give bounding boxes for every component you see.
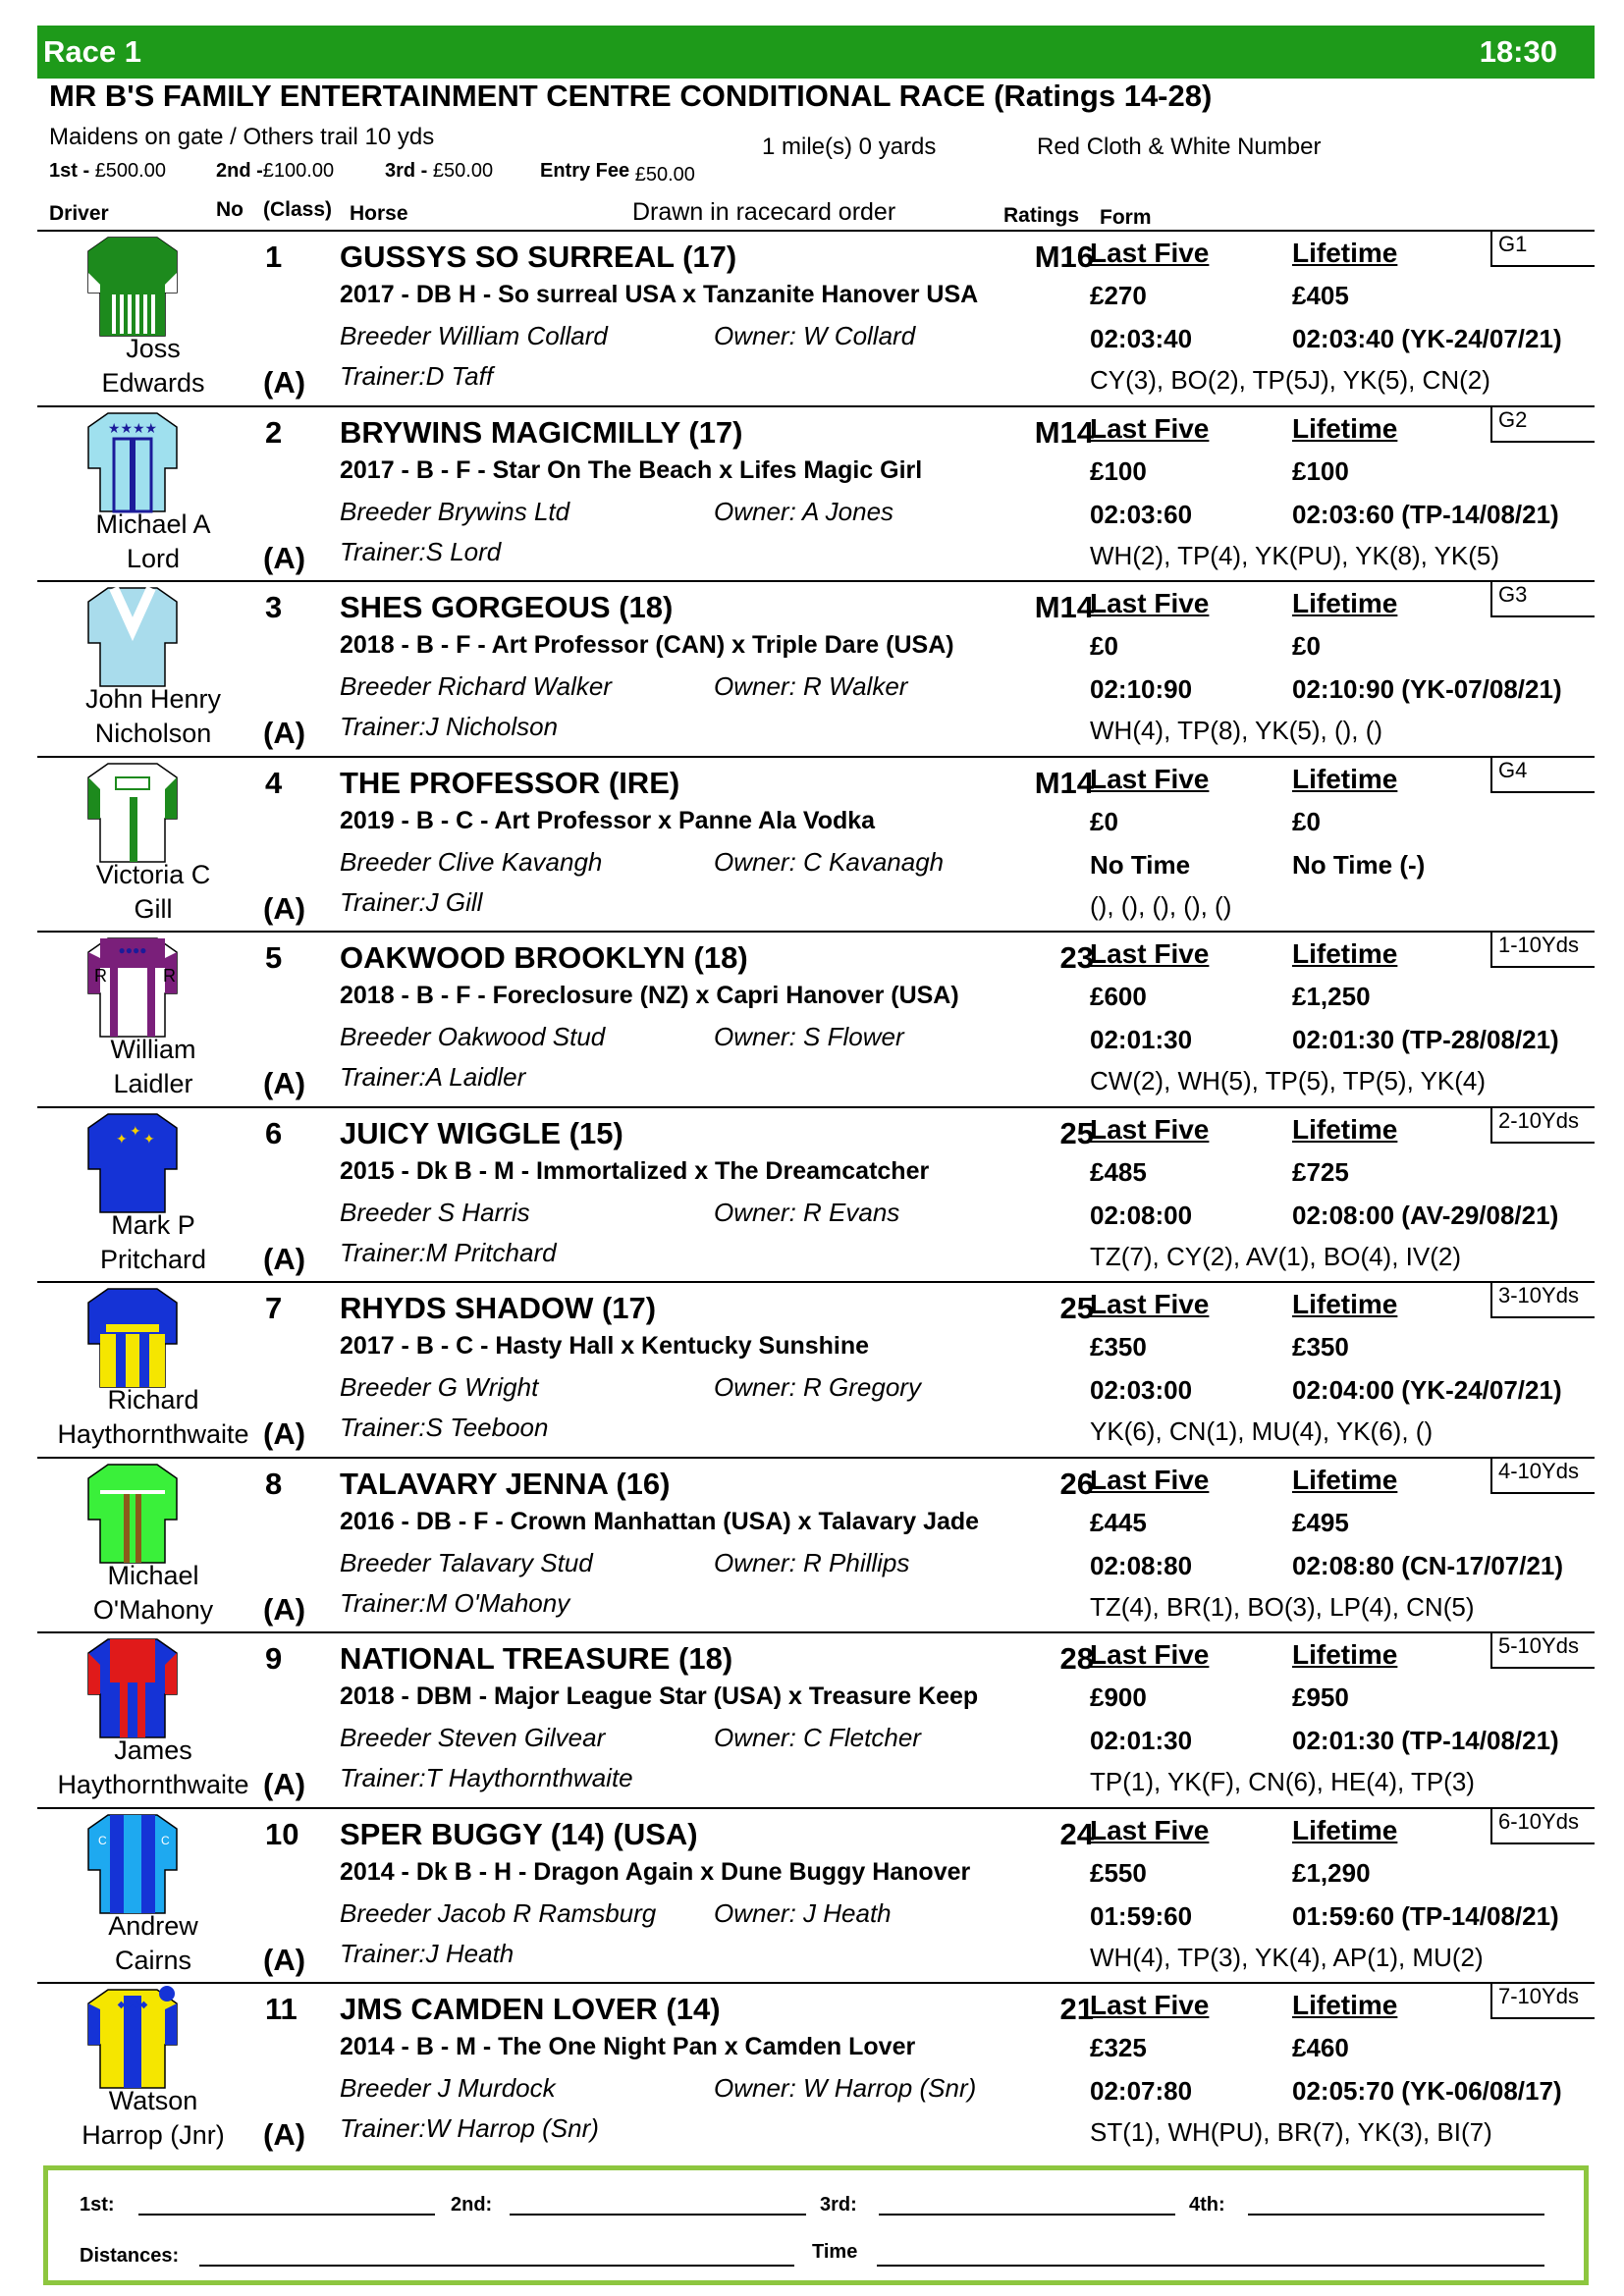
horse-owner: Owner: R Gregory (714, 1372, 921, 1402)
horse-name: OAKWOOD BROOKLYN (18) (340, 940, 748, 975)
result-time-label: Time (812, 2241, 858, 2263)
entry-number: 6 (265, 1115, 283, 1150)
lifetime-earnings: £0 (1292, 631, 1321, 661)
racing-silks-icon (86, 1635, 179, 1741)
lifetime-earnings: £100 (1292, 455, 1349, 486)
lifetime-earnings: £950 (1292, 1682, 1349, 1712)
lifetime-time: 02:01:30 (TP-14/08/21) (1292, 1726, 1559, 1755)
last-five-time: 02:03:40 (1090, 324, 1193, 353)
entry-class: (A) (263, 1942, 306, 1977)
svg-text:●●●●: ●●●● (118, 943, 147, 957)
race-entry-8 (37, 1457, 1595, 1633)
result-fourth-field[interactable] (1248, 2214, 1544, 2216)
horse-trainer: Trainer:J Nicholson (340, 712, 559, 741)
driver-name-line: Haythornthwaite (57, 1419, 249, 1449)
horse-name: THE PROFESSOR (IRE) (340, 765, 680, 800)
last-five-time: 02:03:60 (1090, 499, 1193, 529)
horse-owner: Owner: C Kavanagh (714, 846, 945, 877)
lifetime-time: 01:59:60 (TP-14/08/21) (1292, 1900, 1559, 1931)
lifetime-label: Lifetime (1292, 938, 1398, 969)
gate-position: 6-10Yds (1490, 1809, 1595, 1844)
last-five-label: Last Five (1090, 238, 1210, 268)
driver-name-line: Watson (108, 2086, 198, 2115)
prize-second: 2nd -£100.00 (216, 160, 335, 182)
last-five-earnings: £550 (1090, 1857, 1147, 1888)
horse-owner: Owner: R Walker (714, 671, 908, 701)
horse-breeder: Breeder Steven Gilvear (340, 1723, 606, 1752)
race-title: MR B'S FAMILY ENTERTAINMENT CENTRE CONDITIONAL RACE (Ratings 14-28) (49, 79, 1213, 113)
header-no: No (216, 198, 244, 221)
driver-name-line: Andrew (108, 1910, 198, 1941)
race-entry-9 (37, 1631, 1595, 1808)
driver-name (37, 1734, 269, 1802)
entry-class: (A) (263, 540, 306, 575)
recent-form: WH(4), TP(8), YK(5), (), () (1090, 716, 1383, 745)
gate-position: 5-10Yds (1490, 1633, 1595, 1669)
horse-trainer: Trainer:W Harrop (Snr) (340, 2113, 599, 2143)
gate-position: 2-10Yds (1490, 1108, 1595, 1144)
results-box (43, 2165, 1589, 2285)
recent-form: CW(2), WH(5), TP(5), TP(5), YK(4) (1090, 1066, 1487, 1095)
svg-text:✦: ✦ (143, 1130, 155, 1147)
lifetime-earnings: £405 (1292, 281, 1349, 310)
driver-name (37, 858, 269, 927)
result-second-label: 2nd: (451, 2194, 493, 2216)
race-entry-3 (37, 580, 1595, 757)
entry-class: (A) (263, 1241, 306, 1276)
last-five-earnings: £270 (1090, 281, 1147, 310)
header-driver: Driver (49, 202, 109, 225)
result-time-field[interactable] (877, 2265, 1544, 2267)
driver-name-line: Nicholson (94, 719, 212, 748)
entry-number: 2 (265, 414, 283, 450)
driver-name-line: Joss (126, 334, 181, 363)
recent-form: TZ(4), BR(1), BO(3), LP(4), CN(5) (1090, 1591, 1475, 1622)
driver-name-line: Harrop (Jnr) (81, 2120, 225, 2150)
result-third-label: 3rd: (820, 2194, 857, 2216)
lifetime-earnings: £0 (1292, 806, 1321, 836)
horse-name: SPER BUGGY (14) (USA) (340, 1816, 698, 1851)
last-five-time: 02:08:80 (1090, 1550, 1193, 1580)
result-first-field[interactable] (138, 2214, 435, 2216)
driver-name (37, 1909, 269, 1978)
horse-breeder: Breeder J Murdock (340, 2073, 556, 2103)
driver-name-line: Cairns (114, 1945, 192, 1975)
last-five-time: 01:59:60 (1090, 1900, 1193, 1931)
lifetime-earnings: £725 (1292, 1156, 1349, 1187)
horse-breeder: Breeder William Collard (340, 321, 608, 350)
horse-name: NATIONAL TREASURE (18) (340, 1641, 733, 1676)
last-five-earnings: £485 (1090, 1156, 1147, 1187)
last-five-time: 02:01:30 (1090, 1025, 1193, 1054)
horse-name: BRYWINS MAGICMILLY (17) (340, 414, 743, 450)
last-five-earnings: £325 (1090, 2033, 1147, 2062)
last-five-earnings: £350 (1090, 1332, 1147, 1362)
entry-class: (A) (263, 716, 306, 750)
svg-text:✦: ✦ (116, 1130, 128, 1147)
last-five-earnings: £445 (1090, 1507, 1147, 1537)
svg-text:R: R (94, 966, 107, 986)
result-first-label: 1st: (80, 2194, 115, 2216)
last-five-time: 02:07:80 (1090, 2076, 1193, 2106)
gate-position: G3 (1490, 582, 1595, 617)
last-five-time: 02:01:30 (1090, 1726, 1193, 1755)
horse-breeder: Breeder S Harris (340, 1197, 530, 1227)
horse-rating: M16 (1034, 240, 1094, 274)
driver-name-line: Laidler (113, 1069, 193, 1098)
race-cloth: Red Cloth & White Number (1037, 133, 1322, 160)
driver-name (37, 2084, 269, 2153)
last-five-label: Last Five (1090, 588, 1210, 618)
horse-rating: 24 (1059, 1816, 1094, 1851)
horse-name: GUSSYS SO SURREAL (17) (340, 240, 737, 274)
header-ratings: Ratings (1003, 204, 1080, 227)
svg-text:C: C (98, 1833, 107, 1847)
result-third-field[interactable] (879, 2214, 1175, 2216)
horse-rating: 26 (1059, 1466, 1094, 1501)
horse-owner: Owner: S Flower (714, 1022, 904, 1051)
horse-breeder: Breeder Jacob R Ramsburg (340, 1897, 657, 1928)
driver-name-line: Lord (126, 543, 181, 573)
entry-number: 8 (265, 1466, 283, 1501)
entry-fee: Entry Fee £50.00 (540, 160, 695, 186)
gate-position: 1-10Yds (1490, 933, 1595, 968)
lifetime-label: Lifetime (1292, 1639, 1398, 1670)
last-five-label: Last Five (1090, 763, 1210, 794)
racing-silks-icon (86, 934, 179, 1041)
race-distance: 1 mile(s) 0 yards (762, 133, 937, 160)
horse-name: RHYDS SHADOW (17) (340, 1291, 657, 1325)
horse-owner: Owner: W Collard (714, 321, 916, 350)
horse-trainer: Trainer:J Gill (340, 886, 483, 917)
gate-position: 3-10Yds (1490, 1283, 1595, 1318)
horse-breeder: Breeder Richard Walker (340, 671, 612, 701)
lifetime-earnings: £460 (1292, 2033, 1349, 2062)
entry-number: 1 (265, 240, 283, 274)
lifetime-label: Lifetime (1292, 763, 1398, 794)
horse-owner: Owner: A Jones (714, 496, 894, 526)
recent-form: CY(3), BO(2), TP(5J), YK(5), CN(2) (1090, 365, 1490, 395)
lifetime-label: Lifetime (1292, 1990, 1398, 2020)
racing-silks-icon (86, 584, 179, 690)
last-five-time: 02:08:00 (1090, 1200, 1193, 1230)
racing-silks-icon (86, 1110, 179, 1216)
horse-breeder: Breeder G Wright (340, 1372, 539, 1402)
racing-silks-icon (86, 1986, 179, 2092)
entry-number: 11 (265, 1992, 298, 2026)
horse-breeder: Breeder Talavary Stud (340, 1547, 593, 1577)
entry-class: (A) (263, 365, 306, 400)
header-form: Form (1100, 206, 1152, 229)
race-entry-7 (37, 1281, 1595, 1458)
driver-name (37, 1559, 269, 1628)
horse-trainer: Trainer:A Laidler (340, 1062, 526, 1092)
lifetime-label: Lifetime (1292, 1113, 1398, 1145)
race-entry-5 (37, 931, 1595, 1107)
lifetime-time: 02:01:30 (TP-28/08/21) (1292, 1025, 1559, 1054)
lifetime-earnings: £1,290 (1292, 1857, 1371, 1888)
entry-class: (A) (263, 1066, 306, 1100)
driver-name (37, 1208, 269, 1277)
horse-trainer: Trainer:M Pritchard (340, 1237, 557, 1267)
result-distances-field[interactable] (199, 2265, 794, 2267)
lifetime-label: Lifetime (1292, 238, 1398, 268)
racing-silks-icon (86, 1461, 179, 1567)
gate-position: G4 (1490, 758, 1595, 793)
driver-name-line: James (114, 1735, 192, 1765)
horse-owner: Owner: R Phillips (714, 1547, 910, 1577)
entry-class: (A) (263, 890, 306, 926)
horse-rating: M14 (1034, 414, 1094, 450)
race-number: Race 1 (43, 34, 141, 69)
horse-trainer: Trainer:T Haythornthwaite (340, 1763, 633, 1792)
horse-name: TALAVARY JENNA (16) (340, 1466, 671, 1501)
last-five-time: 02:10:90 (1090, 674, 1193, 704)
horse-breeding: 2016 - DB - F - Crown Manhattan (USA) x Talavary Jade (340, 1507, 980, 1535)
last-five-time: 02:03:00 (1090, 1375, 1193, 1405)
last-five-label: Last Five (1090, 1990, 1210, 2020)
gate-position: G1 (1490, 232, 1595, 267)
horse-trainer: Trainer:J Heath (340, 1938, 514, 1968)
recent-form: YK(6), CN(1), MU(4), YK(6), () (1090, 1416, 1434, 1446)
horse-owner: Owner: R Evans (714, 1197, 900, 1227)
driver-name-line: Edwards (101, 368, 205, 398)
driver-name-line: Haythornthwaite (57, 1770, 249, 1799)
last-five-label: Last Five (1090, 1289, 1210, 1319)
lifetime-time: 02:03:60 (TP-14/08/21) (1292, 499, 1559, 529)
race-entry-1 (37, 230, 1595, 406)
recent-form: TP(1), YK(F), CN(6), HE(4), TP(3) (1090, 1767, 1475, 1796)
driver-name (37, 1383, 269, 1452)
result-fourth-label: 4th: (1189, 2194, 1225, 2216)
entry-number: 3 (265, 590, 283, 624)
racing-silks-icon (86, 1811, 179, 1917)
lifetime-earnings: £495 (1292, 1507, 1349, 1537)
last-five-earnings: £100 (1090, 455, 1147, 486)
lifetime-earnings: £1,250 (1292, 982, 1371, 1011)
driver-name-line: Gill (134, 893, 173, 924)
horse-trainer: Trainer:D Taff (340, 361, 494, 391)
driver-name-line: John Henry (84, 684, 222, 714)
race-entry-2 (37, 405, 1595, 582)
driver-name-line: Victoria C (95, 859, 211, 889)
header-class: (Class) (263, 198, 333, 221)
driver-name-line: William (110, 1035, 196, 1064)
racing-silks-icon (86, 234, 179, 340)
horse-rating: 21 (1059, 1992, 1094, 2026)
last-five-earnings: £0 (1090, 631, 1118, 661)
last-five-label: Last Five (1090, 1113, 1210, 1145)
svg-text:R: R (163, 966, 176, 986)
driver-name-line: Pritchard (99, 1244, 207, 1274)
driver-name (37, 1033, 269, 1101)
last-five-label: Last Five (1090, 1639, 1210, 1670)
recent-form: ST(1), WH(PU), BR(7), YK(3), BI(7) (1090, 2117, 1492, 2147)
horse-breeding: 2017 - B - F - Star On The Beach x Lifes Magic Girl (340, 455, 923, 484)
horse-breeding: 2018 - DBM - Major League Star (USA) x Treasure Keep (340, 1682, 979, 1710)
horse-breeder: Breeder Clive Kavangh (340, 846, 603, 877)
horse-rating: 23 (1059, 940, 1094, 975)
lifetime-time: 02:10:90 (YK-07/08/21) (1292, 674, 1562, 704)
racing-silks-icon (86, 760, 179, 866)
last-five-label: Last Five (1090, 1464, 1210, 1495)
horse-trainer: Trainer:S Lord (340, 536, 502, 566)
horse-trainer: Trainer:S Teeboon (340, 1413, 549, 1442)
horse-trainer: Trainer:M O'Mahony (340, 1587, 570, 1618)
entry-class: (A) (263, 2117, 306, 2152)
horse-rating: 25 (1059, 1291, 1094, 1325)
horse-breeding: 2015 - Dk B - M - Immortalized x The Dreamcatcher (340, 1156, 930, 1185)
lifetime-label: Lifetime (1292, 588, 1398, 618)
horse-breeding: 2017 - DB H - So surreal USA x Tanzanite Hanover USA (340, 281, 979, 308)
race-time: 18:30 (1479, 34, 1557, 69)
gate-position: 4-10Yds (1490, 1459, 1595, 1494)
last-five-label: Last Five (1090, 412, 1210, 444)
horse-name: JMS CAMDEN LOVER (14) (340, 1992, 721, 2026)
lifetime-time: 02:08:00 (AV-29/08/21) (1292, 1200, 1559, 1230)
svg-text:★★★★: ★★★★ (107, 419, 158, 436)
header-horse: Horse (350, 202, 408, 225)
race-banner (37, 26, 1595, 79)
lifetime-time: 02:04:00 (YK-24/07/21) (1292, 1375, 1562, 1405)
prize-first: 1st - £500.00 (49, 160, 166, 182)
horse-rating: 25 (1059, 1115, 1094, 1150)
driver-name (37, 682, 269, 751)
last-five-earnings: £0 (1090, 806, 1118, 836)
lifetime-earnings: £350 (1292, 1332, 1349, 1362)
horse-rating: M14 (1034, 765, 1094, 800)
prize-third: 3rd - £50.00 (385, 160, 494, 182)
last-five-label: Last Five (1090, 1814, 1210, 1845)
driver-name-line: Michael A (95, 508, 211, 539)
horse-owner: Owner: W Harrop (Snr) (714, 2073, 977, 2103)
lifetime-time: 02:05:70 (YK-06/08/17) (1292, 2076, 1562, 2106)
svg-text:C: C (161, 1833, 170, 1847)
svg-text:◆◆◆◆: ◆◆◆◆ (117, 2000, 148, 2010)
lifetime-time: 02:03:40 (YK-24/07/21) (1292, 324, 1562, 353)
last-five-earnings: £900 (1090, 1682, 1147, 1712)
entry-class: (A) (263, 1416, 306, 1451)
horse-owner: Owner: C Fletcher (714, 1723, 921, 1752)
horse-name: SHES GORGEOUS (18) (340, 590, 674, 624)
lifetime-time: 02:08:80 (CN-17/07/21) (1292, 1550, 1564, 1580)
driver-name-line: Mark P (111, 1209, 195, 1240)
horse-owner: Owner: J Heath (714, 1897, 892, 1928)
entry-class: (A) (263, 1767, 306, 1801)
race-entry-6 (37, 1106, 1595, 1283)
race-conditions: Maidens on gate / Others trail 10 yds (49, 124, 435, 150)
entry-number: 4 (265, 765, 283, 800)
entry-number: 7 (265, 1291, 283, 1325)
racing-silks-icon (86, 1285, 179, 1391)
entry-number: 5 (265, 940, 283, 975)
last-five-time: No Time (1090, 849, 1191, 880)
horse-breeding: 2018 - B - F - Foreclosure (NZ) x Capri Hanover (USA) (340, 982, 959, 1009)
entry-number: 9 (265, 1641, 283, 1676)
horse-breeding: 2019 - B - C - Art Professor x Panne Ala Vodka (340, 806, 876, 834)
header-order: Drawn in racecard order (632, 198, 896, 226)
horse-rating: 28 (1059, 1641, 1094, 1676)
gate-position: G2 (1490, 407, 1595, 443)
result-second-field[interactable] (510, 2214, 806, 2216)
driver-name (37, 507, 269, 576)
lifetime-label: Lifetime (1292, 1814, 1398, 1845)
entry-class: (A) (263, 1591, 306, 1627)
horse-breeding: 2014 - Dk B - H - Dragon Again x Dune Buggy Hanover (340, 1857, 971, 1886)
horse-name: JUICY WIGGLE (15) (340, 1115, 623, 1150)
driver-name (37, 332, 269, 400)
result-distances-label: Distances: (80, 2245, 180, 2267)
driver-name-line: Michael (107, 1560, 199, 1590)
lifetime-label: Lifetime (1292, 412, 1398, 444)
recent-form: TZ(7), CY(2), AV(1), BO(4), IV(2) (1090, 1241, 1462, 1271)
lifetime-label: Lifetime (1292, 1464, 1398, 1495)
entry-number: 10 (265, 1816, 299, 1851)
driver-name-line: O'Mahony (92, 1594, 214, 1625)
racing-silks-icon (86, 409, 179, 515)
horse-breeder: Breeder Oakwood Stud (340, 1022, 606, 1051)
recent-form: (), (), (), (), () (1090, 890, 1232, 921)
horse-breeder: Breeder Brywins Ltd (340, 496, 570, 526)
recent-form: WH(2), TP(4), YK(PU), YK(8), YK(5) (1090, 540, 1500, 570)
last-five-earnings: £600 (1090, 982, 1147, 1011)
race-entry-10 (37, 1807, 1595, 1984)
recent-form: WH(4), TP(3), YK(4), AP(1), MU(2) (1090, 1942, 1484, 1972)
svg-text:✦: ✦ (130, 1122, 141, 1139)
horse-breeding: 2017 - B - C - Hasty Hall x Kentucky Sunshine (340, 1332, 870, 1360)
lifetime-label: Lifetime (1292, 1289, 1398, 1319)
race-entry-4 (37, 756, 1595, 933)
horse-breeding: 2014 - B - M - The One Night Pan x Camden Lover (340, 2033, 916, 2060)
horse-rating: M14 (1034, 590, 1094, 624)
gate-position: 7-10Yds (1490, 1984, 1595, 2019)
last-five-label: Last Five (1090, 938, 1210, 969)
horse-breeding: 2018 - B - F - Art Professor (CAN) x Triple Dare (USA) (340, 631, 954, 659)
race-entry-11 (37, 1982, 1595, 2159)
driver-name-line: Richard (107, 1385, 199, 1415)
lifetime-time: No Time (-) (1292, 849, 1426, 880)
